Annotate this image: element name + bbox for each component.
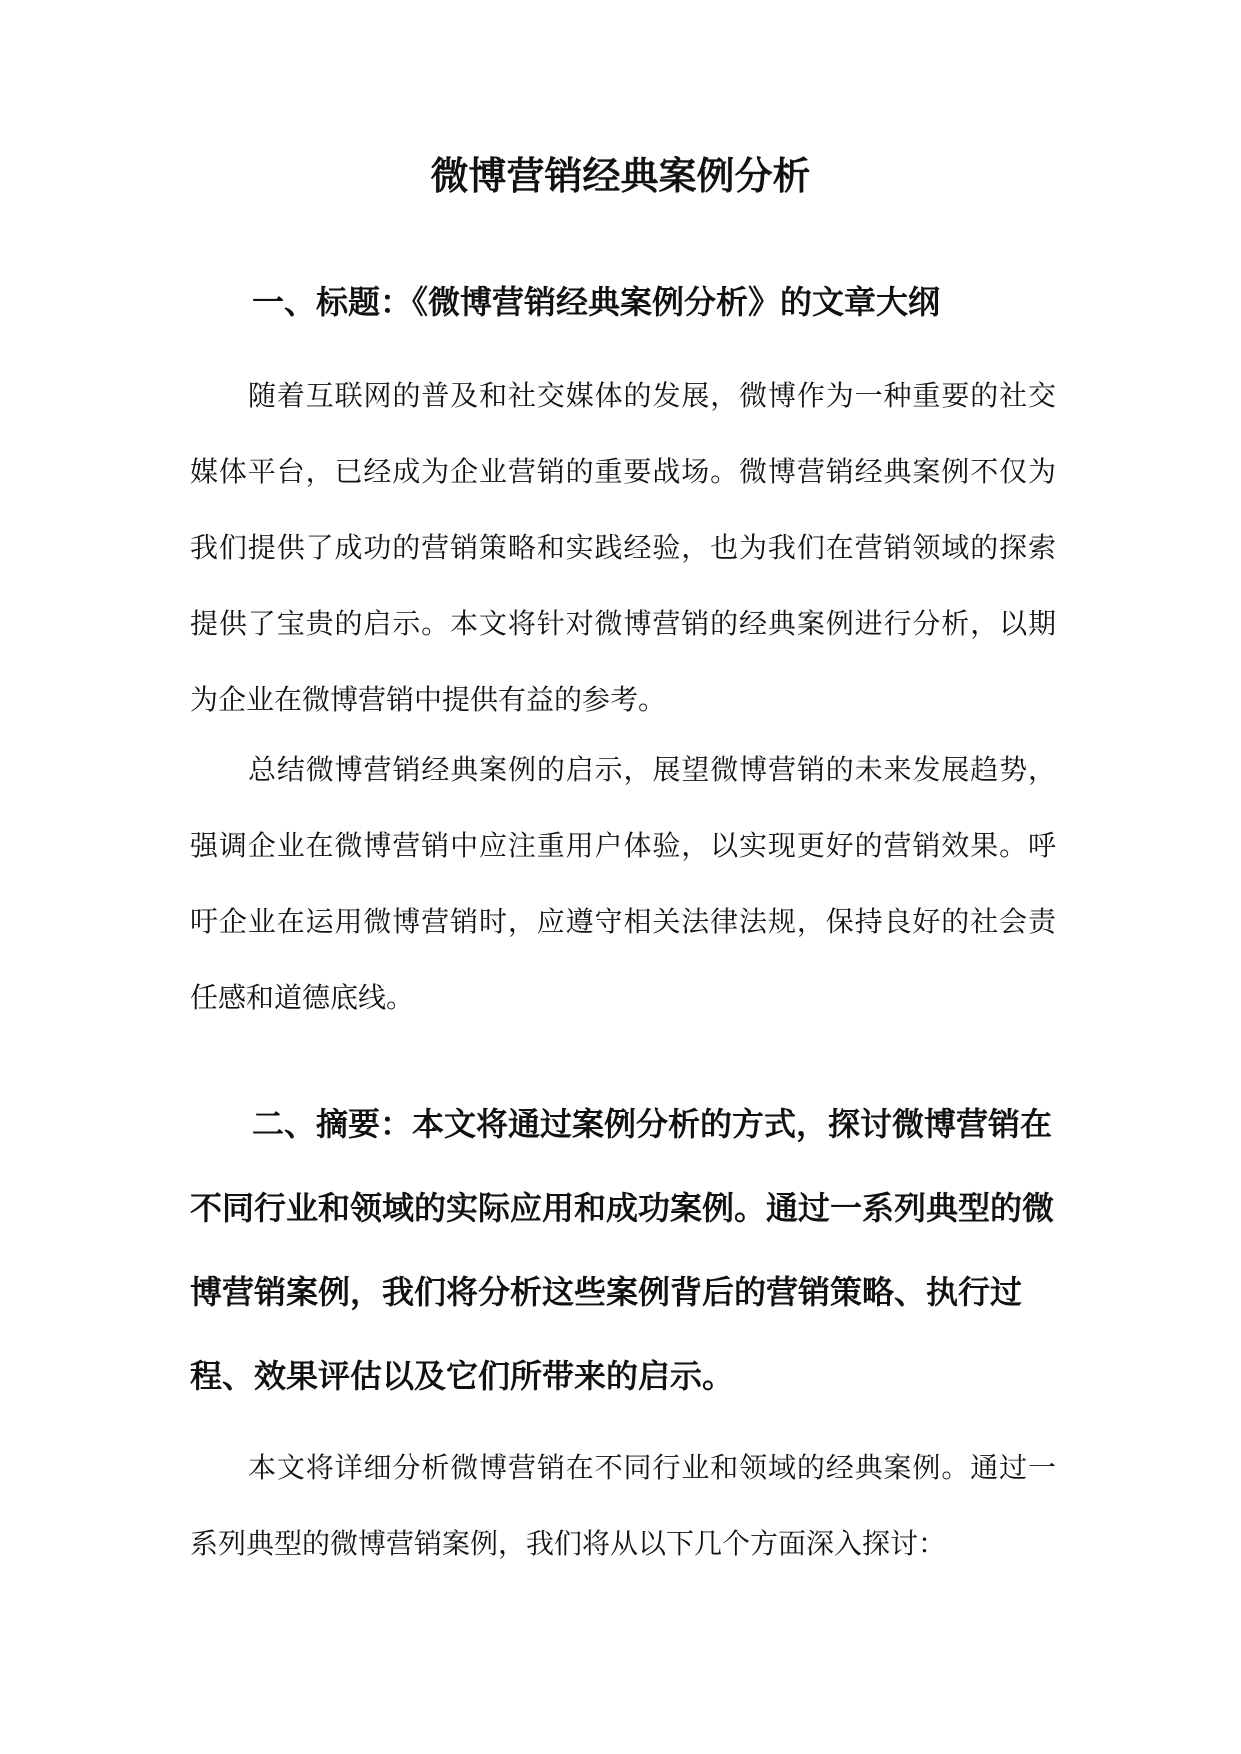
body-paragraph: 总结微博营销经典案例的启示，展望微博营销的未来发展趋势，强调企业在微博营销中应注重用户体验，以实现更好的营销效果。呼吁企业在运用微博营销时，应遵守相关法律法规，保持良好的社会责任感和道德底线。	[190, 753, 1056, 1014]
section-heading-1: 一、标题：《微博营销经典案例分析》的文章大纲	[252, 283, 941, 321]
body-paragraph: 本文将详细分析微博营销在不同行业和领域的经典案例。通过一系列典型的微博营销案例，我们将从以下几个方面深入探讨：	[190, 1451, 1056, 1560]
section-heading-2: 二、摘要：本文将通过案例分析的方式，探讨微博营销在不同行业和领域的实际应用和成功案例。通过一系列典型的微博营销案例，我们将分析这些案例背后的营销策略、执行过程、效果评估以及它们所带来的启示。	[190, 1105, 1055, 1395]
body-paragraph: 随着互联网的普及和社交媒体的发展，微博作为一种重要的社交媒体平台，已经成为企业营销的重要战场。微博营销经典案例不仅为我们提供了成功的营销策略和实践经验，也为我们在营销领域的探索提供了宝贵的启示。本文将针对微博营销的经典案例进行分析，以期为企业在微博营销中提供有益的参考。	[190, 379, 1056, 716]
document-title: 微博营销经典案例分析	[430, 153, 811, 198]
